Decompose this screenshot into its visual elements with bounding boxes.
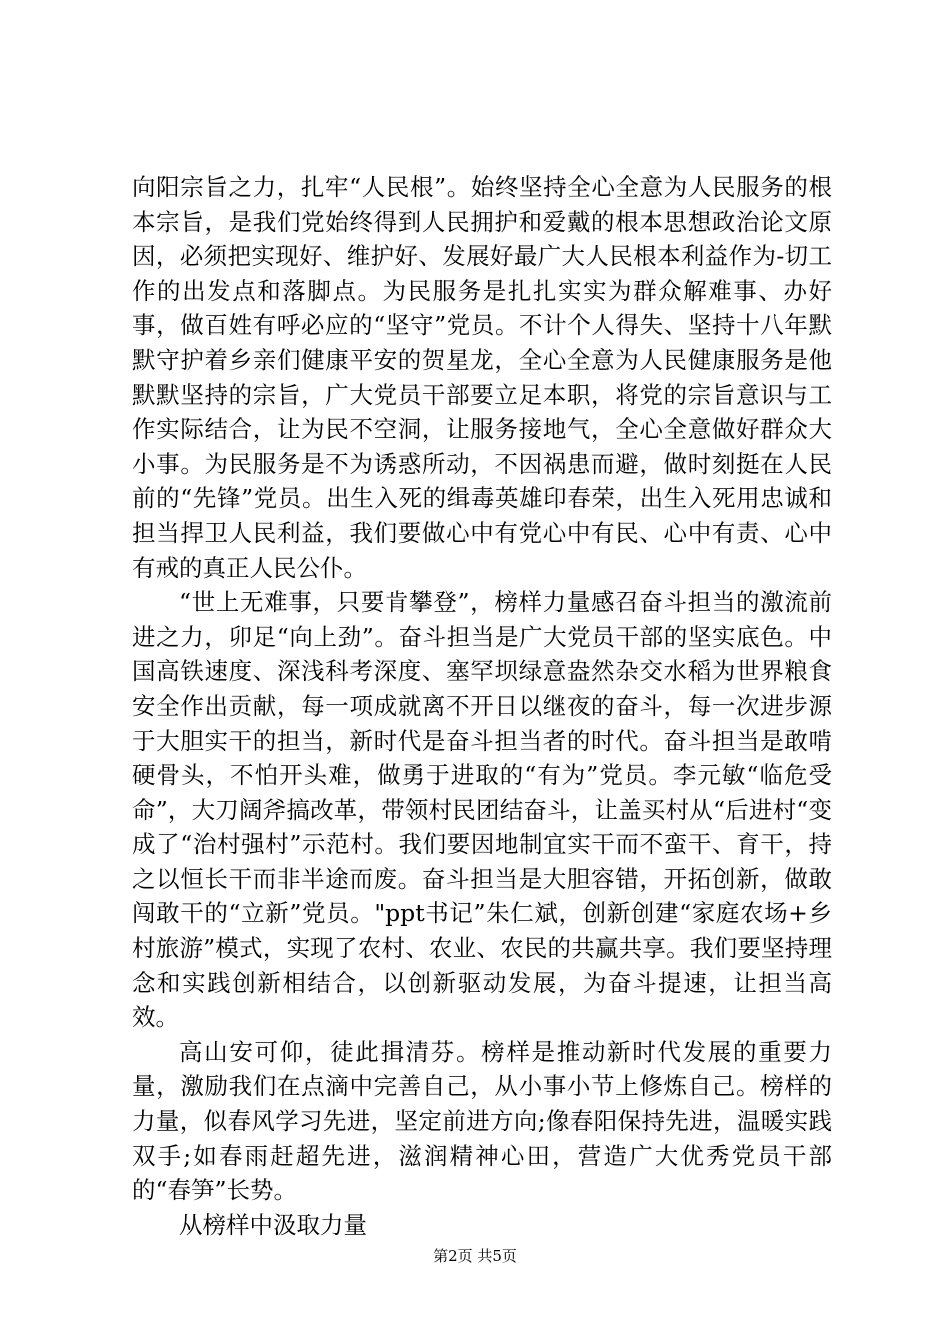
paragraph-2: “世上无难事，只要肯攀登”，榜样力量感召奋斗担当的激流前进之力，卯足“向上劲”。奋斗担当是广大党员干部的坚实底色。中国高铁速度、深浅科考深度、塞罕坝绿意盎然杂交水稻为世界粮食安全作出贡献，每一项成就离不开日以继夜的奋斗，每一次进步源于大胆实干的担当，新时代是奋斗担当者的时代。奋斗担当是敢啃硬骨头，不怕开头难，做勇于进取的“有为”党员。李元敏“临危受命”，大刀阔斧搞改革，带领村民团结奋斗，让盖买村从“后进村“变成了“治村强村”示范村。我们要因地制宜实干而不蛮干、育干，持之以恒长干而非半途而废。奋斗担当是大胆容错，开拓创新，做敢闯敢干的“立新”党员。"ppt书记”朱仁斌，创新创建“家庭农场+乡村旅游”模式，实现了农村、农业、农民的共赢共享。我们要坚持理念和实践创新相结合，以创新驱动发展，为奋斗提速，让担当高效。 (132, 588, 832, 1032)
paragraph-3: 高山安可仰，徒此揖清芬。榜样是推动新时代发展的重要力量，激励我们在点滴中完善自己，从小事小节上修炼自己。榜样的力量，似春风学习先进，坚定前进方向;像春阳保持先进，温暖实践双手;如春雨赶超先进，滋润精神心田，营造广大优秀党员干部的“春笋”长势。 (132, 1037, 832, 1205)
section-heading: 从榜样中汲取力量 (179, 1210, 367, 1239)
document-body (132, 170, 832, 1242)
paragraph-1: 向阳宗旨之力，扎牢“人民根”。始终坚持全心全意为人民服务的根本宗旨，是我们党始终得到人民拥护和爱戴的根本思想政治论文原因，必须把实现好、维护好、发展好最广大人民根本利益作为-切工作的出发点和落脚点。为民服务是扎扎实实为群众解难事、办好事，做百姓有呼必应的“坚守”党员。不计个人得失、坚持十八年默默守护着乡亲们健康平安的贺星龙，全心全意为人民健康服务是他默默坚持的宗旨，广大党员干部要立足本职，将党的宗旨意识与工作实际结合，让为民不空洞，让服务接地气，全心全意做好群众大小事。为民服务是不为诱惑所动，不因祸患而避，做时刻挺在人民前的“先锋”党员。出生入死的缉毒英雄印春荣，出生入死用忠诚和担当捍卫人民利益，我们要做心中有党心中有民、心中有责、心中有戒的真正人民公仆。 (132, 173, 832, 582)
page-number-footer: 第2页 共5页 (433, 1247, 517, 1265)
